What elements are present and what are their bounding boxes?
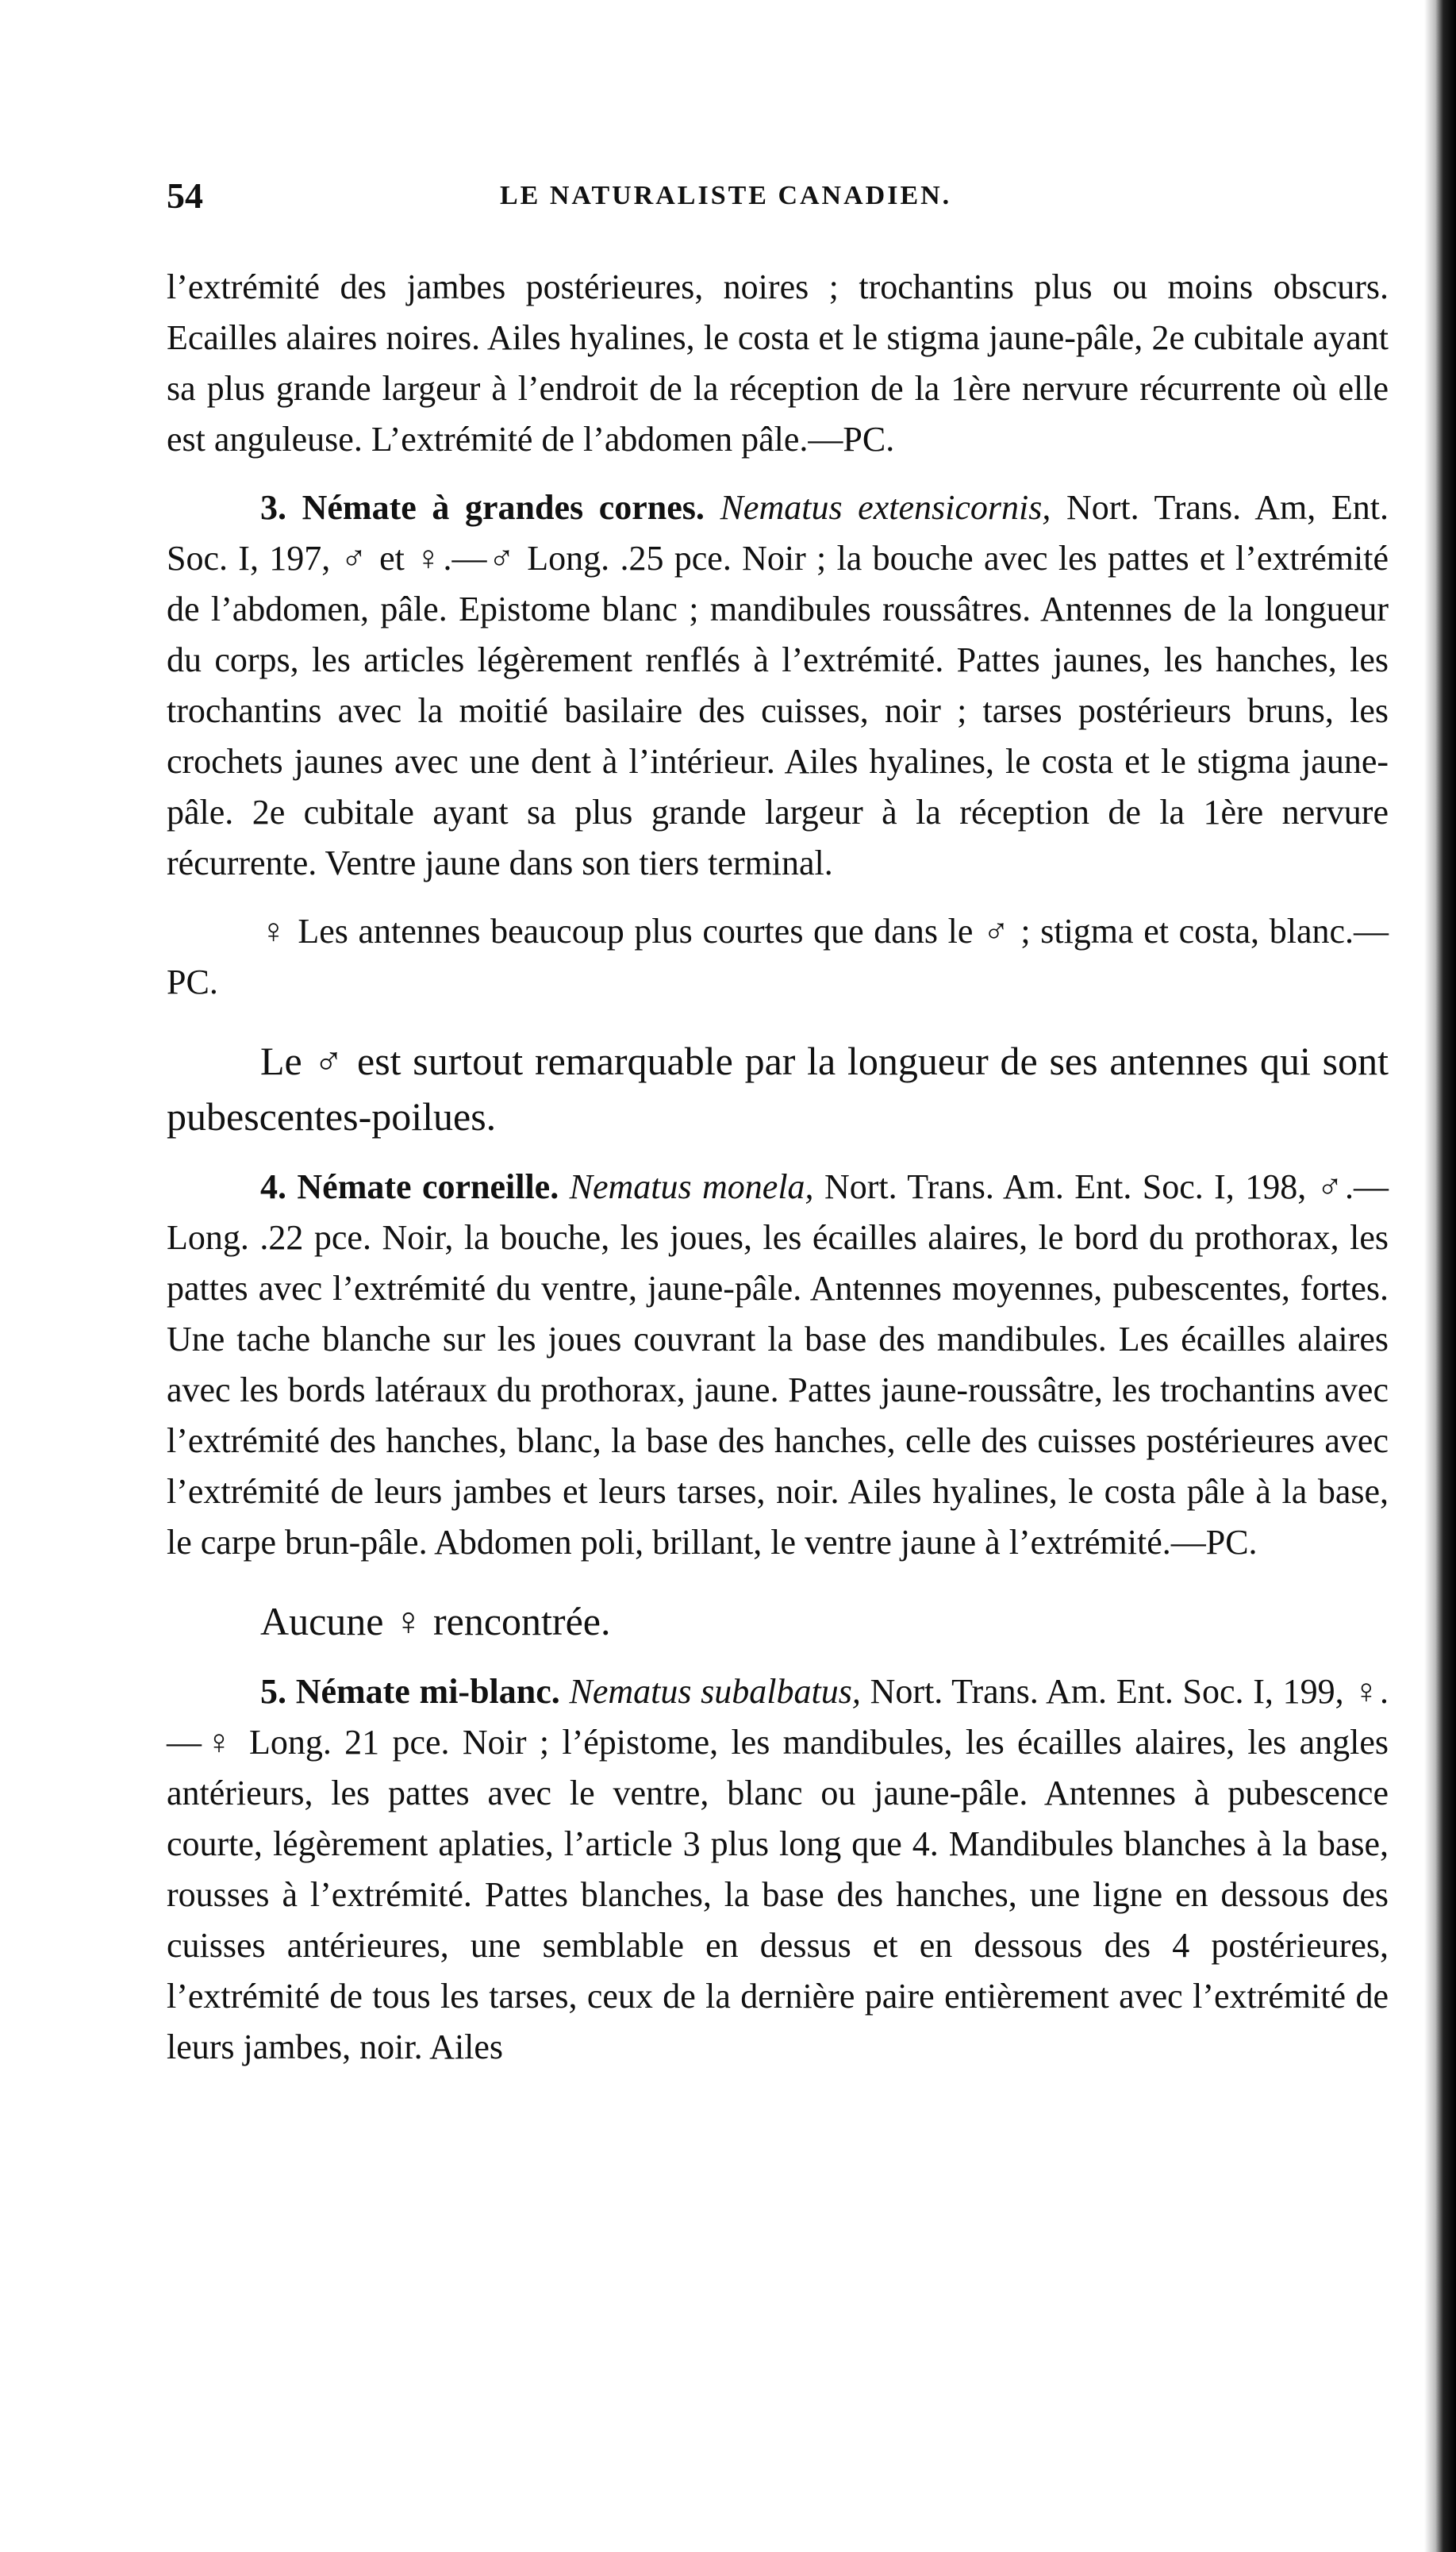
species-5-heading: 5. Némate mi-blanc.: [260, 1672, 560, 1711]
species-4-entry: [167, 1162, 1389, 1568]
species-5-description: Nort. Trans. Am. Ent. Soc. I, 199, ♀.—♀ Long. 21 pce. Noir ; l’épistome, les mandibules, les écailles alaires, les angles antérieurs, les pattes avec le ventre, blanc ou jaune-pâle. Antennes à pubescence courte, légèrement aplaties, l’article 3 plus long que 4. Mandibules blanches à la base, rousses à l’extrémité. Pattes blanches, la base des hanches, une ligne en dessous des cuisses antérieures, une semblable en dessus et en dessous des 4 postérieures, l’extrémité de tous les tarses, ceux de la dernière paire entièrement avec l’extrémité de leurs jambes, noir. Ailes: [167, 1672, 1389, 2066]
species-4-description: Nort. Trans. Am. Ent. Soc. I, 198, ♂.—Long. .22 pce. Noir, la bouche, les joues, les écailles alaires, le bord du prothorax, les pattes avec l’extrémité du ventre, jaune-pâle. Antennes moyennes, pubescentes, fortes. Une tache blanche sur les joues couvrant la base des mandibules. Les écailles alaires avec les bords latéraux du prothorax, jaune. Pattes jaune-roussâtre, les trochantins avec l’extrémité des hanches, blanc, la base des hanches, celle des cuisses postérieures avec l’extrémité de leurs jambes et leurs tarses, noir. Ailes hyalines, le costa pâle à la base, le carpe brun-pâle. Abdomen poli, brillant, le ventre jaune à l’extrémité.—PC.: [167, 1167, 1389, 1562]
species-3-remark: Le ♂ est surtout remarquable par la longueur de ses antennes qui sont pubescentes-poilues.: [167, 1039, 1389, 1139]
species-3-heading: 3. Némate à grandes cornes.: [260, 488, 705, 527]
page-edge-shadow: [1424, 0, 1456, 2552]
species-5-latin-name: Nematus subalbatus,: [569, 1672, 861, 1711]
page-number: 54: [167, 175, 203, 216]
species-5-entry: [167, 1666, 1389, 2073]
paragraph-continuation: l’extrémité des jambes postérieures, noires ; trochantins plus ou moins obscurs. Ecailles alaires noires. Ailes hyalines, le costa et le stigma jaune-pâle, 2e cubitale ayant sa plus grande largeur à l’endroit de la réception de la 1ère nervure récurrente où elle est anguleuse. L’extrémité de l’abdomen pâle.—PC.: [167, 267, 1389, 459]
species-3-entry: [167, 482, 1389, 889]
species-3-female-note: ♀ Les antennes beaucoup plus courtes que dans le ♂ ; stigma et costa, blanc.—PC.: [167, 912, 1389, 1001]
page-header: [159, 175, 1396, 222]
species-3-latin-name: Nematus extensicornis,: [720, 488, 1051, 527]
body-text: [167, 262, 1389, 2073]
running-title: LE NATURALISTE CANADIEN.: [500, 181, 952, 210]
species-4-remark: Aucune ♀ rencontrée.: [260, 1599, 611, 1643]
species-3-description: Nort. Trans. Am, Ent. Soc. I, 197, ♂ et ♀.—♂ Long. .25 pce. Noir ; la bouche avec les pattes et l’extrémité de l’abdomen, pâle. Epistome blanc ; mandibules roussâtres. Antennes de la longueur du corps, les articles légèrement renflés à l’extrémité. Pattes jaunes, les hanches, les trochantins avec la moitié basilaire des cuisses, noir ; tarses postérieurs bruns, les crochets jaunes avec une dent à l’intérieur. Ailes hyalines, le costa et le stigma jaune-pâle. 2e cubitale ayant sa plus grande largeur à la réception de la 1ère nervure récurrente. Ventre jaune dans son tiers terminal.: [167, 488, 1389, 882]
species-4-latin-name: Nematus monela,: [569, 1167, 814, 1206]
species-4-heading: 4. Némate corneille.: [260, 1167, 559, 1206]
